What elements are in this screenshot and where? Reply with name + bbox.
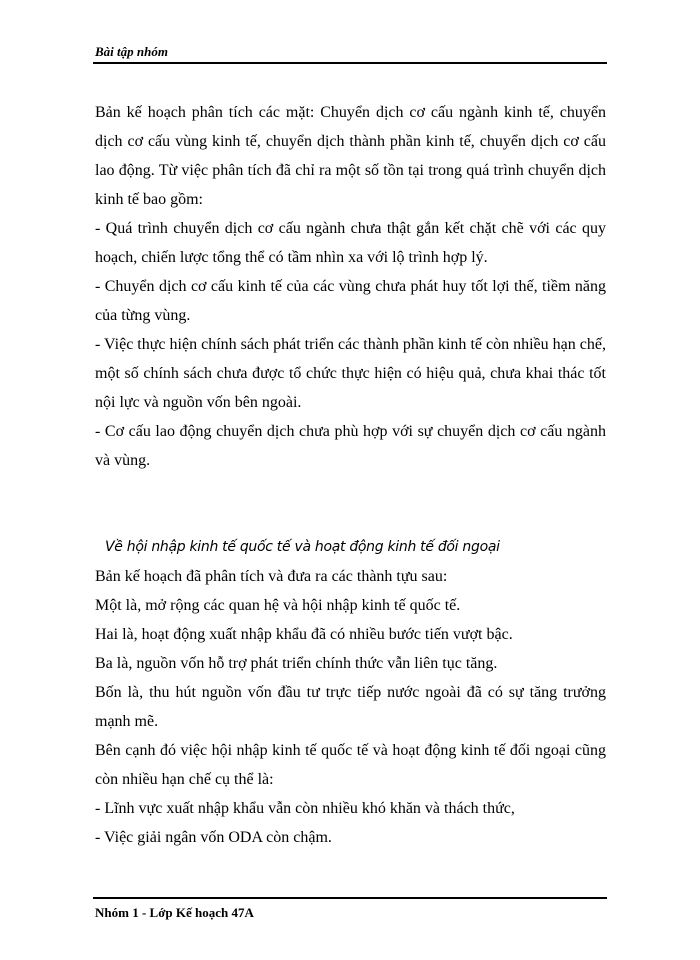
- footer-text: Nhóm 1 - Lớp Kế hoạch 47A: [95, 905, 254, 920]
- intro-paragraph: Bản kế hoạch phân tích các mặt: Chuyển dịch cơ cấu ngành kinh tế, chuyển dịch cơ cấu vùng kinh tế, chuyển dịch thành phần kinh tế, chuyển dịch cơ cấu lao động. Từ việc phân tích đã chỉ ra một số tồn tại trong quá trình chuyển dịch kinh tế bao gồm:: [95, 104, 606, 208]
- limitations-lead: Bên cạnh đó việc hội nhập kinh tế quốc tế và hoạt động kinh tế đối ngoại cũng còn nhiều hạn chế cụ thể là:: [95, 742, 606, 788]
- section-spacer: [95, 475, 606, 533]
- achievement-item: Ba là, nguồn vốn hỗ trợ phát triển chính thức vẫn liên tục tăng.: [95, 655, 498, 672]
- limitation-item: - Lĩnh vực xuất nhập khẩu vẫn còn nhiều khó khăn và thách thức,: [95, 800, 515, 817]
- achievement-item: Một là, mở rộng các quan hệ và hội nhập kinh tế quốc tế.: [95, 597, 461, 614]
- issue-item: - Cơ cấu lao động chuyển dịch chưa phù hợp với sự chuyển dịch cơ cấu ngành và vùng.: [95, 423, 606, 469]
- header-divider: [93, 62, 607, 64]
- footer-divider: [93, 897, 607, 899]
- achievement-item: Hai là, hoạt động xuất nhập khẩu đã có nhiều bước tiến vượt bậc.: [95, 626, 513, 643]
- issue-item: - Chuyển dịch cơ cấu kinh tế của các vùng chưa phát huy tốt lợi thế, tiềm năng của từng vùng.: [95, 278, 606, 324]
- achievement-item: Bốn là, thu hút nguồn vốn đầu tư trực tiếp nước ngoài đã có sự tăng trưởng mạnh mẽ.: [95, 684, 606, 730]
- issue-item: - Quá trình chuyển dịch cơ cấu ngành chưa thật gắn kết chặt chẽ với các quy hoạch, chiến lược tổng thể có tầm nhìn xa với lộ trình hợp lý.: [95, 220, 606, 266]
- page-body: [95, 98, 606, 852]
- header-title: Bài tập nhóm: [95, 44, 168, 59]
- limitation-item: - Việc giải ngân vốn ODA còn chậm.: [95, 829, 332, 846]
- achievements-lead: Bản kế hoạch đã phân tích và đưa ra các thành tựu sau:: [95, 568, 448, 585]
- section-heading: Về hội nhập kinh tế quốc tế và hoạt động kinh tế đối ngoại: [105, 539, 500, 555]
- issue-item: - Việc thực hiện chính sách phát triển các thành phần kinh tế còn nhiều hạn chế, một số chính sách chưa được tổ chức thực hiện có hiệu quả, chưa khai thác tốt nội lực và nguồn vốn bên ngoài.: [95, 336, 606, 411]
